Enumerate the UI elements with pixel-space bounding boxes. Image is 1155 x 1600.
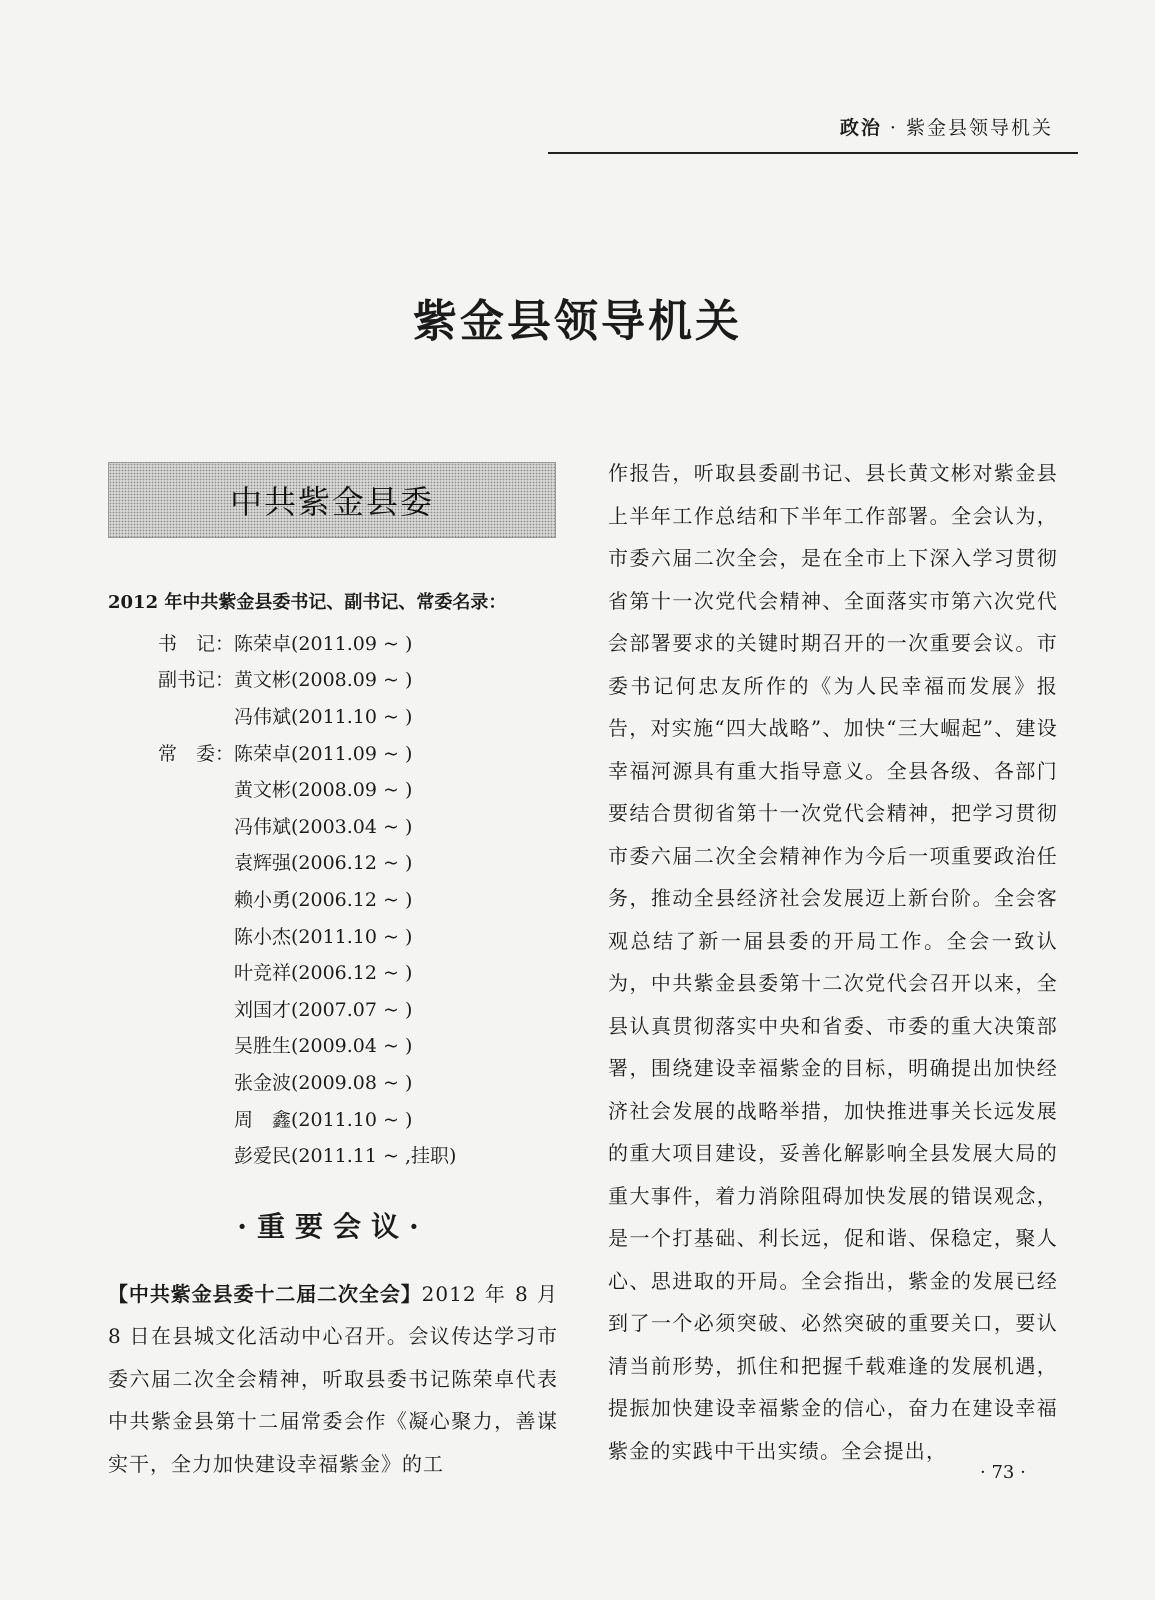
- meeting-title: 【中共紫金县委十二届二次全会】: [108, 1281, 422, 1306]
- roster-row: [108, 1100, 558, 1137]
- section-banner: [108, 462, 556, 538]
- roster-person: 冯伟斌(2011.10 ~ ): [234, 705, 413, 728]
- page-title: 紫金县领导机关: [413, 296, 742, 347]
- roster-person: 黄文彬(2008.09 ~ ): [234, 669, 413, 692]
- roster-row: [108, 770, 558, 807]
- roster-person: 陈荣卓(2011.09 ~ ): [234, 742, 413, 765]
- meetings-section-title: ·重要会议·: [237, 1209, 429, 1243]
- roster-person: 袁辉强(2006.12 ~ ): [234, 852, 413, 875]
- right-column: [608, 452, 1058, 1472]
- roster-person: 赖小勇(2006.12 ~ ): [234, 888, 413, 911]
- roster-person: 周 鑫(2011.10 ~ ): [234, 1108, 413, 1131]
- page-number: · 73 ·: [980, 1462, 1026, 1483]
- roster-row: [108, 844, 558, 881]
- meeting-paragraph-left: [108, 1273, 558, 1486]
- roster-row: [108, 990, 558, 1027]
- roster-person: 冯伟斌(2003.04 ~ ): [234, 815, 413, 838]
- roster-role: 副书记：: [157, 669, 234, 692]
- roster-person: 吴胜生(2009.04 ~ ): [234, 1035, 413, 1058]
- header-subsection: 紫金县领导机关: [905, 117, 1053, 139]
- roster-role: 常 委：: [157, 742, 234, 765]
- running-header: [548, 113, 1053, 151]
- roster-person: 张金波(2009.08 ~ ): [234, 1071, 413, 1094]
- roster-row: [108, 697, 558, 734]
- roster-person: 黄文彬(2008.09 ~ ): [234, 779, 413, 802]
- roster-row: [108, 624, 558, 661]
- header-rule: [548, 152, 1078, 154]
- section-banner-text: 中共紫金县委: [229, 483, 434, 521]
- roster-row: [108, 953, 558, 990]
- roster-row: [108, 917, 558, 954]
- roster-person: 陈小杰(2011.10 ~ ): [234, 925, 413, 948]
- roster-person: 刘国才(2007.07 ~ ): [234, 998, 413, 1021]
- roster-row: [108, 807, 558, 844]
- roster-heading: 2012 年中共紫金县委书记、副书记、常委名录：: [108, 592, 507, 613]
- roster-row: [108, 1063, 558, 1100]
- roster-person: 叶竞祥(2006.12 ~ ): [234, 962, 413, 985]
- roster-list: [108, 624, 558, 1173]
- roster-row: [108, 1027, 558, 1064]
- roster-role: 书 记：: [157, 632, 234, 655]
- roster-row: [108, 880, 558, 917]
- roster-person: 陈荣卓(2011.09 ~ ): [234, 632, 413, 655]
- meeting-text-right: 作报告，听取县委副书记、县长黄文彬对紫金县上半年工作总结和下半年工作部署。全会认为，市委六届二次全会，是在全市上下深入学习贯彻省第十一次党代会精神、全面落实市第六次党代会部署要求的关键时期召开的一次重要会议。市委书记何忠友所作的《为人民幸福而发展》报告，对实施“四大战略”、加快“三大崛起”、建设幸福河源具有重大指导意义。全县各级、各部门要结合贯彻省第十一次党代会精神，把学习贯彻市委六届二次全会精神作为今后一项重要政治任务，推动全县经济社会发展迈上新台阶。全会客观总结了新一届县委的开局工作。全会一致认为，中共紫金县委第十二次党代会召开以来，全县认真贯彻落实中央和省委、市委的重大决策部署，围绕建设幸福紫金的目标，明确提出加快经济社会发展的战略举措，加快推进事关长远发展的重大项目建设，妥善化解影响全县发展大局的重大事件，着力消除阻碍加快发展的错误观念，是一个打基础、利长远，促和谐、保稳定，聚人心、思进取的开局。全会指出，紫金的发展已经到了一个必须突破、必然突破的重要关口，要认清当前形势，抓住和把握千载难逢的发展机遇，提振加快建设幸福紫金的信心，奋力在建设幸福紫金的实践中干出实绩。全会提出，: [608, 461, 1058, 1463]
- header-separator: ·: [889, 117, 906, 139]
- left-column: [108, 462, 558, 1485]
- roster-row: [108, 734, 558, 771]
- roster-person: 彭爱民(2011.11 ~ ,挂职): [234, 1145, 457, 1168]
- roster-row: [108, 1136, 558, 1173]
- roster-row: [108, 661, 558, 698]
- meeting-text-left: 2012 年 8 月 8 日在县城文化活动中心召开。会议传达学习市委六届二次全会精神，听取县委书记陈荣卓代表中共紫金县第十二届常委会作《凝心聚力，善谋实干，全力加快建设幸福紫金》的工: [108, 1281, 558, 1476]
- header-section: 政治: [839, 117, 882, 139]
